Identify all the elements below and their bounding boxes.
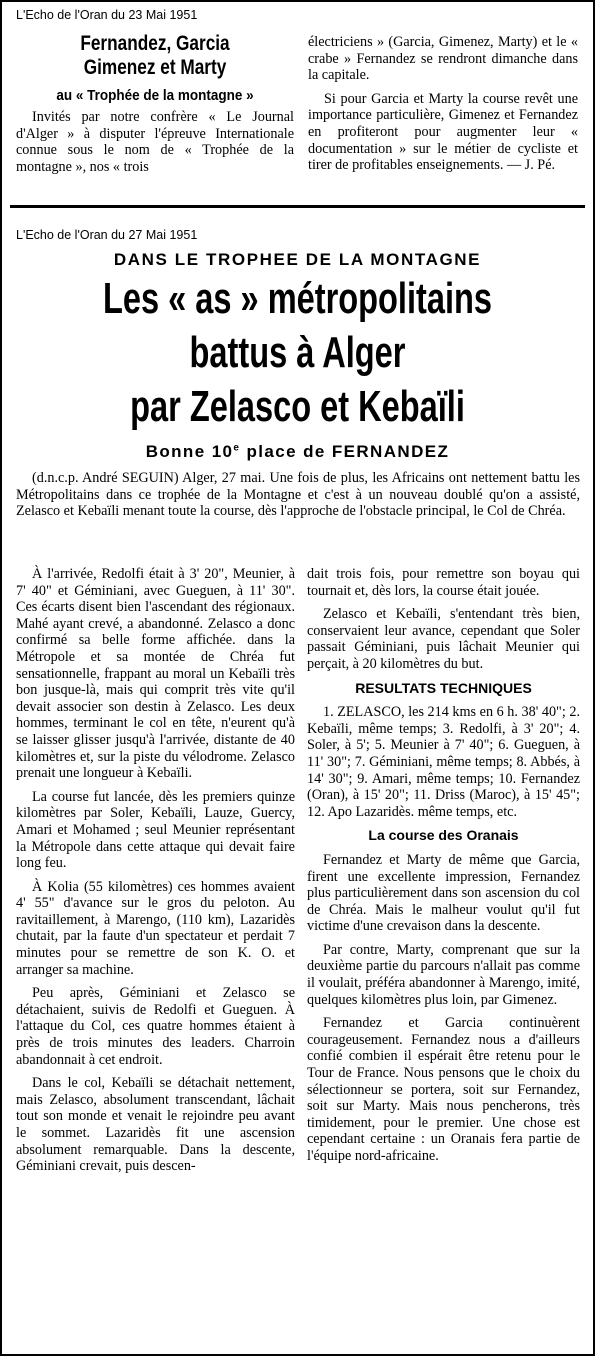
article2-headline-line3: par Zelasco et Kebaïli xyxy=(130,382,465,431)
subhead-text-start: Bonne 10 xyxy=(145,442,234,461)
article1-headline-line1: Fernandez, Garcia xyxy=(80,32,230,55)
article2-source-line: L'Echo de l'Oran du 27 Mai 1951 xyxy=(16,228,198,242)
oranais-heading: La course des Oranais xyxy=(368,827,519,844)
article1-right-column xyxy=(308,34,578,181)
subhead-superscript: e xyxy=(233,442,241,454)
article-trophee-announcement xyxy=(2,2,593,206)
article2-headline-line1: Les « as » métropolitains xyxy=(102,274,493,323)
left-column-paragraph: À Kolia (55 kilomètres) ces hommes avaient 4' 55" d'avance sur le gros du peloton. Au ravitaillement, à Marengo, (110 km), Lazaridès chutait, par la faute d'un spectateur et perdait 7 minutes pour se remettre de son K. O. et arranger sa machine. xyxy=(16,878,295,978)
article2-lead-paragraph: (d.n.c.p. André SEGUIN) Alger, 27 mai. Une fois de plus, les Africains ont nettement battu les Métropolitains dans ce trophée de la Montagne et c'est à un nouveau doublé qu'on a assisté, Zelasco et Kebaïli menant toute la course, dès l'approche de l'obstacle principal, le Col de Chréa. xyxy=(16,470,580,520)
oranais-paragraph: Fernandez et Garcia continuèrent courageusement. Fernandez nous a d'ailleurs confié combien il espérait être retenu pour le Tour de France. Nous pensons que le choix du sélectionneur se portera, soit sur Fernandez, soit sur Marty. Mais nous pencherons, très timidement, pour le premier. Une chose est cependant certaine : un Oranais fera partie de l'équipe nord-africaine. xyxy=(307,1015,580,1164)
article2-lead xyxy=(16,470,580,527)
article1-paragraph-continued: électriciens » (Garcia, Gimenez, Marty) et le « crabe » Fernandez se rendront dimanche dans la capitale. xyxy=(308,34,578,84)
article1-subheadline: au « Trophée de la montagne » xyxy=(56,87,254,104)
article1-paragraph: Invités par notre confrère « Le Journal d'Alger » à disputer l'épreuve Internationale connue sous le nom de « Trophée de la montagne », nos « trois xyxy=(16,109,294,175)
left-column-paragraph: Dans le col, Kebaïli se détachait nettement, mais Zelasco, absolument transcendant, lâchait tout son monde et venait le rejoindre peu avant le sommet. Lazaridès fit une ascension absolument remarquable. Dans la descente, Géminiani crevait, puis descen- xyxy=(16,1075,295,1175)
article-divider xyxy=(10,205,585,208)
article1-headline-line2: Gimenez et Marty xyxy=(83,56,227,79)
left-column-paragraph: Peu après, Géminiani et Zelasco se détachaient, suivis de Redolfi et Gueguen. À l'attaque du Col, ces quatre hommes étaient à près de trois minutes des leaders. Charroin abandonnait à cet endroit. xyxy=(16,985,295,1068)
left-column-paragraph: La course fut lancée, dès les premiers quinze kilomètres par Soler, Kebaïli, Lauze, Guercy, Amari et Mohamed ; seul Meunier représentant la Métropole dans cette attaque qui devait faire long feu. xyxy=(16,788,295,872)
article2-left-column xyxy=(16,566,295,1182)
article2-subhead xyxy=(2,442,593,462)
oranais-paragraph: Fernandez et Marty de même que Garcia, firent une excellente impression, Fernandez plus particulièrement dans son ascension du col de Chréa. Mais le malheur voulut qu'il fut victime d'une crevaison dans la descente. xyxy=(307,851,580,935)
article-race-report xyxy=(2,214,593,1354)
article1-headline xyxy=(16,32,293,80)
left-column-paragraph: À l'arrivée, Redolfi était à 3' 20", Meunier, à 7' 40" et Géminiani, avec Gueguen, à 11' 30". Ces écarts disent bien l'ascendant des régionaux. Mahé ayant crevé, a abandonné. Zelasco a donc confirmé sa belle forme affichée. dans la Métropole et sa montée de Chréa fut sensationnelle, frappant au moral un Kebaïli très bon jusque-là, mais qui comprit très vite qu'il devait associer son destin à Zelasco. Les deux hommes, terminant le col en tête, n'eurent qu'à se laisser glisser jusqu'à l'arrivée, distante de 40 kilomètres et, sur la piste du vélodrome. Zelasco prenait une longueur à Kebaïli. xyxy=(16,566,295,782)
article1-left-column xyxy=(16,32,294,182)
results-heading: RESULTATS TECHNIQUES xyxy=(355,679,532,696)
article2-headline-line2: battus à Alger xyxy=(189,328,406,377)
article1-source-line: L'Echo de l'Oran du 23 Mai 1951 xyxy=(16,8,198,22)
article2-right-column xyxy=(307,566,580,1172)
article2-headline xyxy=(12,272,583,434)
subhead-text-end: place de FERNANDEZ xyxy=(240,442,450,461)
article1-paragraph: Si pour Garcia et Marty la course revêt une importance particulière, Gimenez et Fernandez en profiteront pour augmenter leur « documentation » sur le métier de cycliste et tirer de profitables enseignements. — J. Pé. xyxy=(308,90,578,174)
oranais-paragraph: Par contre, Marty, comprenant que sur la deuxième partie du parcours n'allait pas comme il voulait, préféra abandonner à Marengo, imité, quelques kilomètres plus loin, par Gimenez. xyxy=(307,941,580,1008)
results-text: 1. ZELASCO, les 214 kms en 6 h. 38' 40"; 2. Kebaïli, même temps; 3. Redolfi, à 3' 20"; 4. Soler, à 5'; 5. Meunier à 7' 40"; 6. Gueguen, à 11' 30"; 7. Géminiani, même temps; 8. Abbés, à 14' 30"; 9. Amari, même temps; 10. Fernandez (Oran), à 15' 20"; 11. Driss (Maroc), à 15' 45"; 12. Apo Lazaridès. même temps, etc. xyxy=(307,704,580,820)
article2-kicker: DANS LE TROPHEE DE LA MONTAGNE xyxy=(113,250,482,269)
right-column-paragraph: Zelasco et Kebaïli, s'entendant très bien, conservaient leur avance, cependant que Soler passait Géminiani, puis lâchait Meunier qui perçait, à 20 kilomètres du but. xyxy=(307,606,580,672)
right-column-continuation: dait trois fois, pour remettre son boyau qui tournait et, dès lors, la course était jouée. xyxy=(307,566,580,599)
